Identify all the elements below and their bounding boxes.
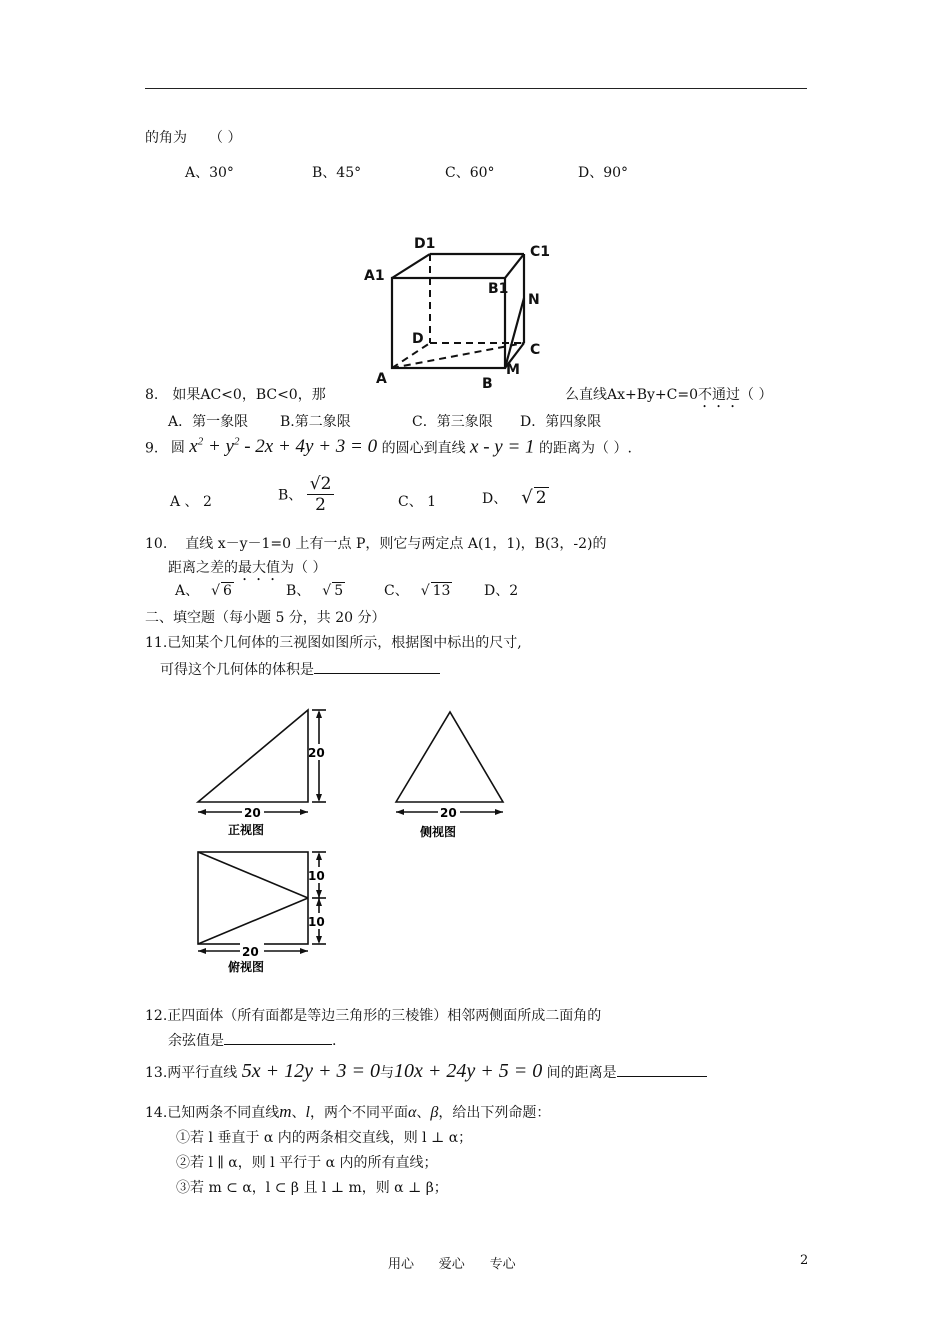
q9-option-a: A 、 2 bbox=[170, 494, 212, 510]
q11-line1: 11.已知某个几何体的三视图如图所示，根据图中标出的尺寸, bbox=[145, 635, 522, 651]
q10-line2: 距离之差的最大值为（ ） bbox=[168, 560, 327, 576]
label-n: N bbox=[528, 292, 540, 308]
q8-option-b: B.第二象限 bbox=[280, 414, 351, 430]
q8-option-d: D．第四象限 bbox=[520, 414, 602, 430]
q8-line1: 8. 如果AC<0，BC<0，那 bbox=[145, 387, 326, 403]
q14-proposition-1: ①若 l 垂直于 α 内的两条相交直线，则 l ⊥ α； bbox=[176, 1130, 473, 1146]
front-view-label: 正视图 bbox=[228, 823, 265, 837]
three-views-figure bbox=[190, 700, 540, 980]
top-view-label: 俯视图 bbox=[228, 960, 265, 974]
q9-line-equation: x - y = 1 bbox=[470, 436, 535, 458]
q14-line1: 14.已知两条不同直线m、l，两个不同平面α、β，给出下列命题： bbox=[145, 1102, 551, 1121]
q13-equation-1: 5x + 12y + 3 = 0 bbox=[241, 1060, 380, 1082]
section-heading: 二、填空题（每小题 5 分，共 20 分） bbox=[145, 610, 386, 626]
q10-option-a: A、 √ 6 bbox=[175, 583, 232, 599]
label-a: A bbox=[376, 371, 387, 387]
q7-option-a: A、30° bbox=[185, 165, 234, 181]
q9-option-c: C、 1 bbox=[398, 494, 437, 510]
label-d1: D1 bbox=[414, 236, 436, 252]
q7-option-b: B、45° bbox=[312, 165, 362, 181]
front-height-label: 20 bbox=[308, 746, 325, 760]
q7-option-d: D、90° bbox=[578, 165, 629, 181]
top-upper-label: 10 bbox=[308, 869, 325, 883]
q9-circle-equation: $x^2 + y^2 - 2x + 4y + 3 = 0$ bbox=[189, 436, 378, 458]
q13-line: 13.两平行直线 5x + 12y + 3 = 0与10x + 24y + 5 = 0 间的距离是 bbox=[145, 1060, 707, 1083]
q10-option-d: D、2 bbox=[484, 583, 519, 599]
q12-line2: 余弦值是 . bbox=[168, 1030, 336, 1050]
q12-answer-blank bbox=[224, 1030, 332, 1045]
q12-line1: 12.正四面体（所有面都是等边三角形的三棱锥）相邻两侧面所成二面角的 bbox=[145, 1008, 602, 1024]
q10-line1: 10. 直线 x－y－1=0 上有一点 P，则它与两定点 A(1，1)，B(3，-2)的 bbox=[145, 536, 607, 552]
page-number: 2 bbox=[800, 1253, 809, 1268]
q14-proposition-3: ③若 m ⊂ α，l ⊂ β 且 l ⊥ m，则 α ⊥ β； bbox=[176, 1180, 448, 1196]
label-c1: C1 bbox=[530, 244, 551, 260]
side-width-label: 20 bbox=[440, 806, 457, 820]
q10-option-b: B、 √ 5 bbox=[286, 583, 344, 599]
label-b: B bbox=[482, 376, 493, 392]
q13-answer-blank bbox=[617, 1062, 707, 1077]
q9-line: 9. 圆 $x^2 + y^2 - 2x + 4y + 3 = 0$ 的圆心到直线 x - y = 1 的距离为（ ）. bbox=[145, 436, 632, 458]
q8-option-a: A．第一象限 bbox=[168, 414, 249, 430]
q8-emphasis: 不通过 bbox=[698, 387, 741, 403]
side-view-label: 侧视图 bbox=[420, 825, 457, 839]
q9-option-b: B、 $\frac{√2}{2}$ bbox=[278, 474, 334, 515]
label-c: C bbox=[530, 342, 541, 358]
q7-option-c: C、60° bbox=[445, 165, 495, 181]
q11-answer-blank bbox=[314, 659, 440, 674]
q9-option-d: D、 √ 2 bbox=[482, 487, 547, 508]
label-b1: B1 bbox=[488, 281, 509, 297]
cube-figure bbox=[360, 228, 560, 398]
front-width-label: 20 bbox=[244, 806, 261, 820]
q8-option-c: C．第三象限 bbox=[412, 414, 493, 430]
header-rule bbox=[145, 88, 807, 89]
q11-line2: 可得这个几何体的体积是 bbox=[160, 659, 440, 679]
top-width-label: 20 bbox=[242, 945, 259, 959]
q13-equation-2: 10x + 24y + 5 = 0 bbox=[393, 1060, 543, 1082]
footer-text: 用心 爱心 专心 bbox=[388, 1257, 516, 1272]
q10-option-c: C、 √ 13 bbox=[384, 583, 451, 599]
label-m: M bbox=[506, 362, 520, 378]
label-d: D bbox=[412, 331, 424, 347]
q8-line1-b: 么直线Ax+By+C=0不通过（ ） bbox=[565, 387, 773, 403]
top-lower-label: 10 bbox=[308, 915, 325, 929]
q14-proposition-2: ②若 l ∥ α，则 l 平行于 α 内的所有直线； bbox=[176, 1155, 438, 1171]
q7-tail: 的角为 （ ） bbox=[145, 130, 242, 146]
q10-emphasis: 最大值 bbox=[238, 560, 280, 576]
label-a1: A1 bbox=[364, 268, 385, 284]
q9-fraction: $\frac{√2}{2}$ bbox=[307, 474, 335, 515]
